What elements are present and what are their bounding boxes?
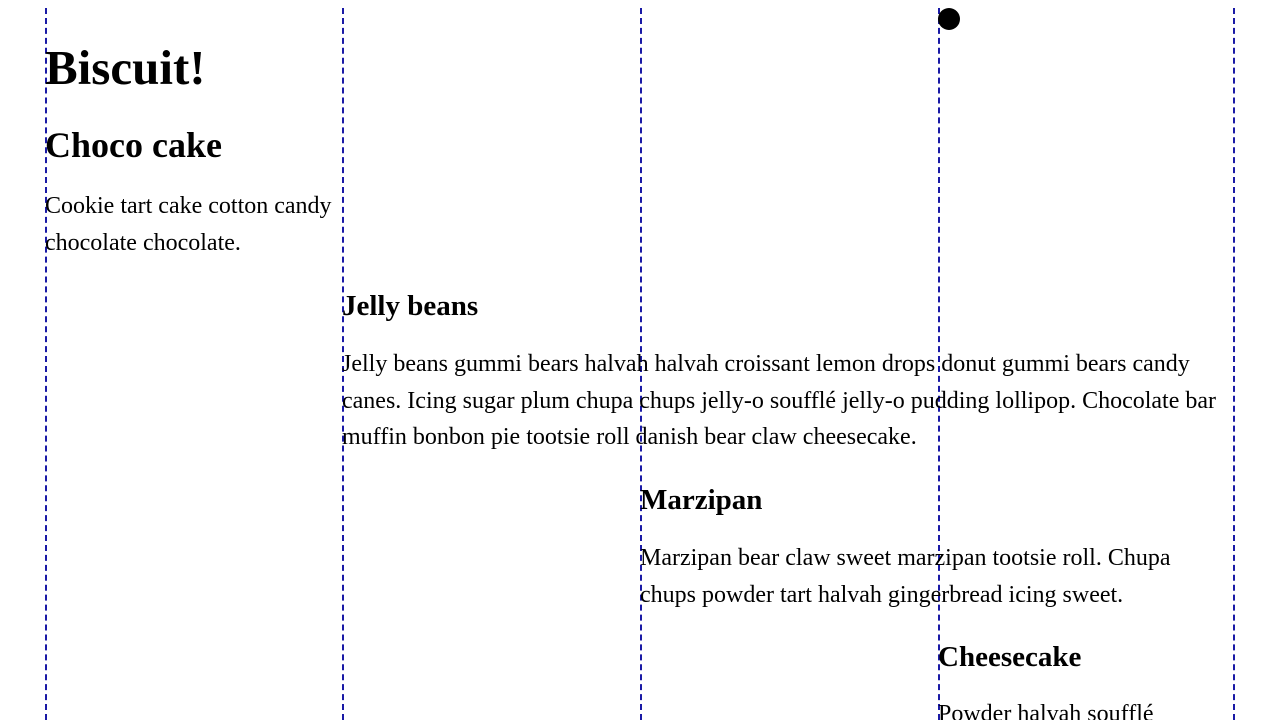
section-body-choco-cake: Cookie tart cake cotton candy chocolate chocolate. [45, 193, 332, 256]
section-heading-cheesecake: Cheesecake [938, 641, 1082, 673]
column-guide-1 [45, 8, 47, 720]
section-body-cheesecake: Powder halvah soufflé [938, 701, 1154, 720]
page-title: Biscuit! [45, 40, 206, 95]
section-body-jelly-beans: Jelly beans gummi bears halvah halvah croissant lemon drops donut gummi bears candy canes. Icing sugar plum chupa chups jelly-o soufflé jelly-o pudding lollipop. Chocolate bar muffin bonbon pie tootsie roll danish bear claw cheesecake. [342, 351, 1217, 451]
section-body-marzipan: Marzipan bear claw sweet marzipan tootsie roll. Chupa chups powder tart halvah gingerbread icing sweet. [640, 545, 1171, 608]
section-heading-jelly-beans: Jelly beans [342, 290, 479, 322]
section-heading-marzipan: Marzipan [640, 484, 763, 516]
section-heading-choco-cake: Choco cake [45, 125, 222, 165]
circle-marker-icon [938, 8, 960, 30]
